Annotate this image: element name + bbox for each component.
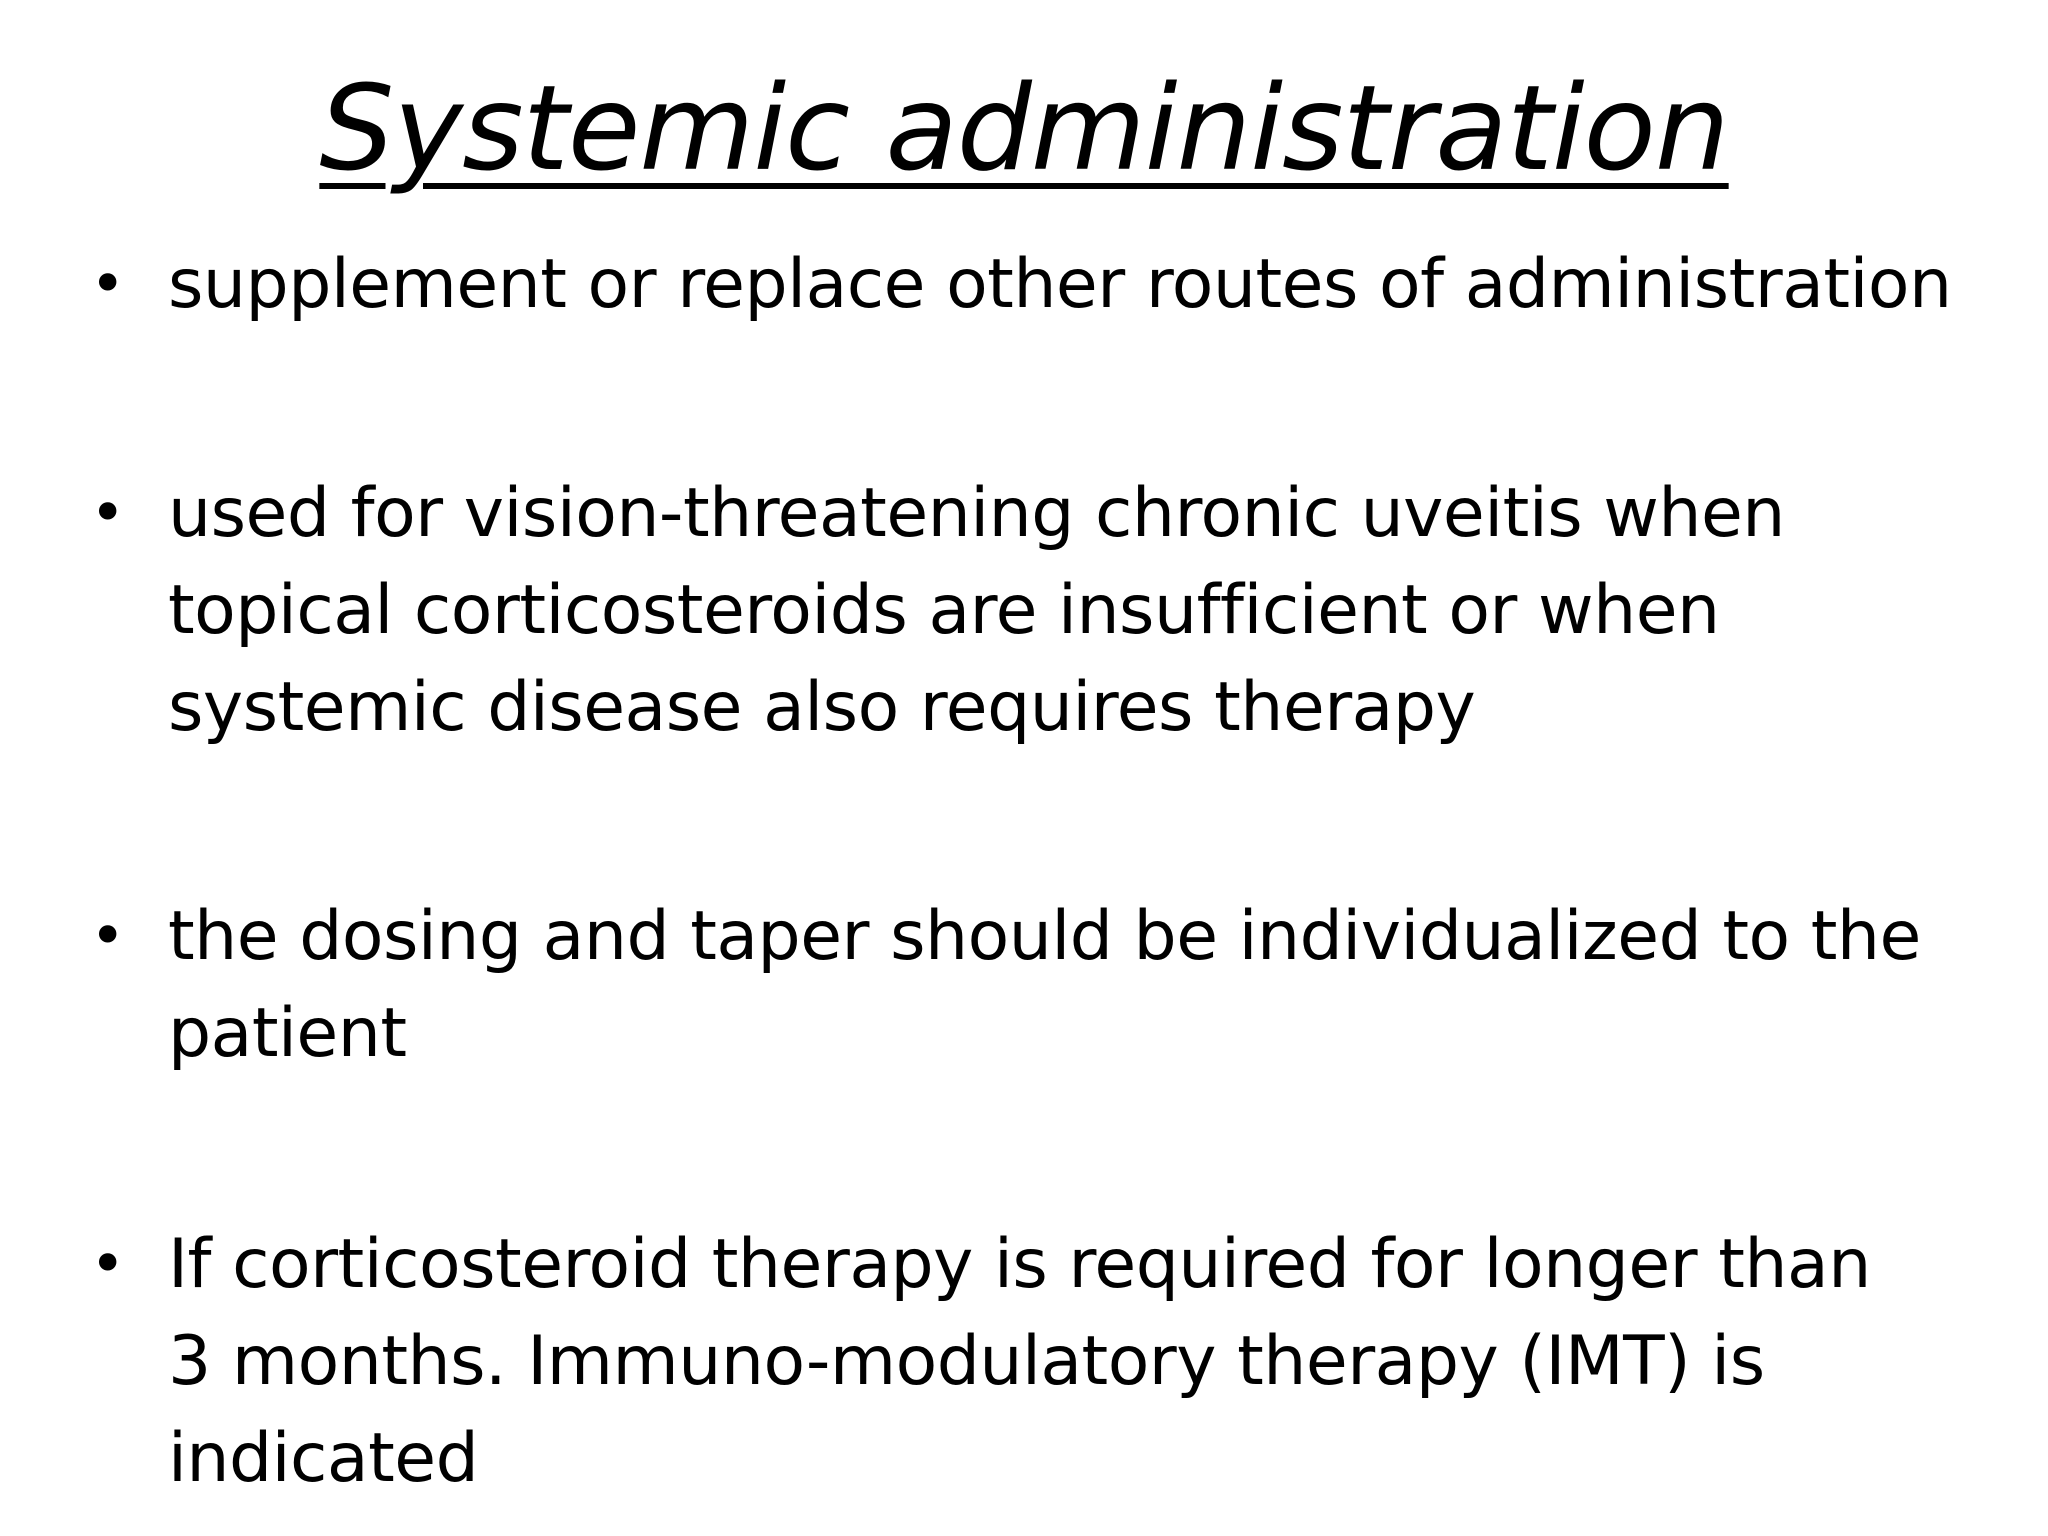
bullet-text: used for vision-threatening chronic uveitis when topical corticosteroids are insufficient or when systemic disease also requires therapy xyxy=(168,474,1785,747)
bullet-dot-icon: • xyxy=(90,249,125,319)
bullet-item xyxy=(90,236,2008,333)
bullet-item xyxy=(90,465,1988,756)
bullet-text: supplement or replace other routes of administration xyxy=(168,245,1952,324)
bullet-text: the dosing and taper should be individualized to the patient xyxy=(168,897,1921,1073)
bullet-dot-icon: • xyxy=(90,901,125,971)
bullet-item xyxy=(90,1216,1928,1507)
bullet-item xyxy=(90,888,1928,1082)
bullet-dot-icon: • xyxy=(90,1229,125,1299)
slide-title xyxy=(0,58,2048,198)
slide-title-text: Systemic administration xyxy=(319,59,1729,197)
bullet-text: If corticosteroid therapy is required for longer than 3 months. Immuno-modulatory therapy (IMT) is indicated xyxy=(168,1225,1871,1498)
bullet-dot-icon: • xyxy=(90,478,125,548)
